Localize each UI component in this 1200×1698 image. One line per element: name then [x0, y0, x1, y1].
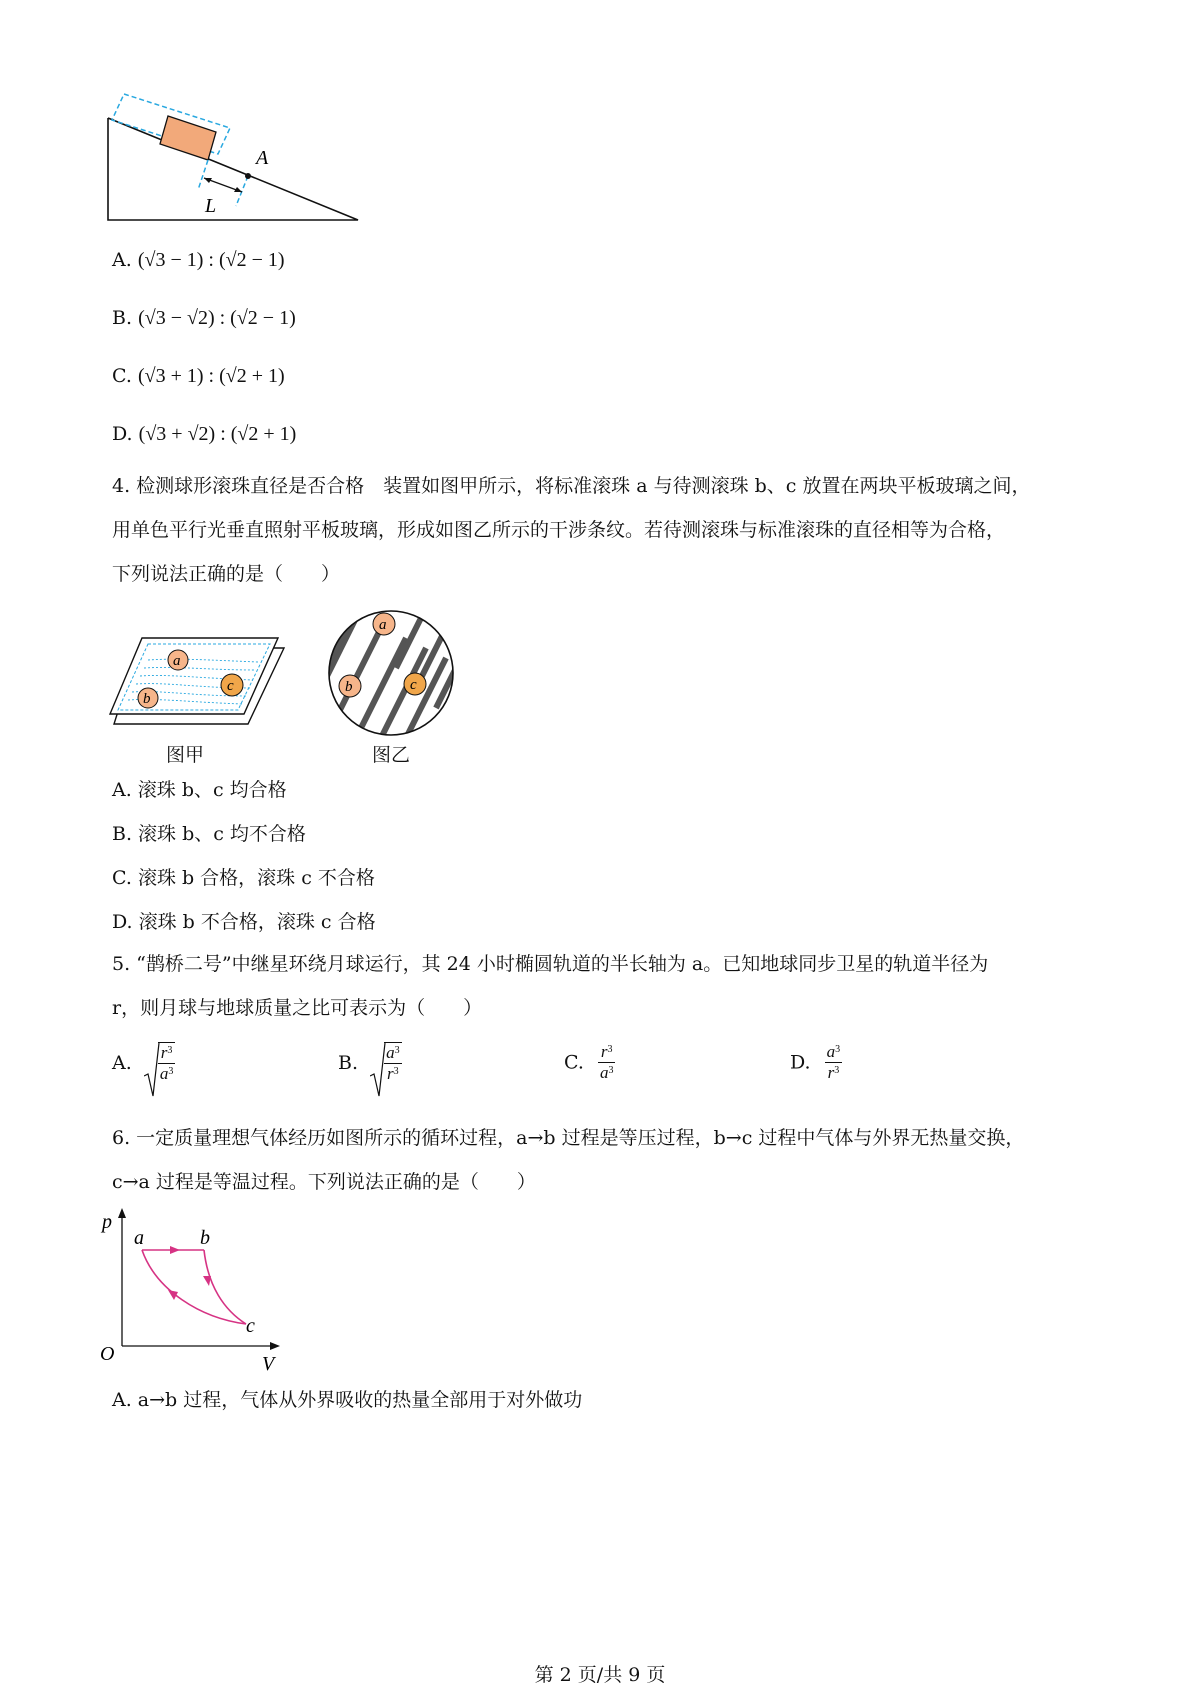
q4-line-2: 用单色平行光垂直照射平板玻璃，形成如图乙所示的干涉条纹。若待测滚珠与标准滚珠的直径相等为合格， [112, 519, 1006, 541]
option-letter: A. [112, 1052, 132, 1074]
q3-option-a[interactable] [112, 246, 285, 274]
sqrt-r3-a3: $\frac{r^3}{a^3}$ [144, 1042, 176, 1084]
option-letter: B. [338, 1052, 359, 1074]
caption-yi: 图乙 [372, 744, 411, 766]
origin-label: O [100, 1343, 115, 1365]
q5-option-b[interactable] [338, 1042, 402, 1102]
q6-line-2: c→a 过程是等温过程。下列说法正确的是（ ） [112, 1171, 536, 1193]
arrow-ca [168, 1290, 178, 1300]
path-ca [142, 1250, 246, 1324]
option-letter: C. [112, 365, 132, 387]
pv-diagram [100, 1206, 300, 1376]
q5-option-c[interactable] [564, 1042, 615, 1102]
label-A: A [256, 147, 269, 169]
path-bc [204, 1250, 246, 1324]
dashed-line-left [198, 160, 208, 190]
option-text: (√3 − √2) : (√2 − 1) [138, 307, 296, 329]
label-L: L [205, 195, 217, 217]
option-letter: A. [112, 249, 132, 271]
q4-option-b[interactable]: B. 滚珠 b、c 均不合格 [112, 823, 306, 845]
incline-triangle [108, 118, 358, 220]
ring-ball-c-label: c [410, 677, 417, 693]
q4-option-a[interactable]: A. 滚珠 b、c 均合格 [112, 779, 287, 801]
ball-c-label: c [227, 678, 234, 694]
q3-option-b[interactable] [112, 304, 296, 332]
sqrt-a3-r3: $\frac{a^3}{r^3}$ [370, 1042, 402, 1084]
incline-figure [100, 90, 400, 240]
option-letter: B. [112, 307, 133, 329]
block [160, 116, 216, 160]
point-b-label: b [200, 1227, 210, 1249]
q5-line-2: r，则月球与地球质量之比可表示为（ ） [112, 997, 483, 1019]
p-label: p [102, 1211, 112, 1233]
ring-ball-a-label: a [379, 617, 387, 633]
q4-line-3: 下列说法正确的是（ ） [112, 563, 341, 585]
frac-a3-r3: $\frac{a^3}{r^3}$ [826, 1042, 841, 1082]
q5-line-1: 5. “鹊桥二号”中继星环绕月球运行，其 24 小时椭圆轨道的半长轴为 a。已知地球同步卫星的轨道半径为 [112, 953, 989, 975]
figure-jia [108, 630, 308, 740]
point-a [245, 173, 251, 179]
ball-b-label: b [143, 691, 151, 707]
option-text: (√3 + √2) : (√2 + 1) [138, 423, 297, 445]
option-letter: D. [790, 1051, 811, 1074]
q4-line-1: 4. 检测球形滚珠直径是否合格 装置如图甲所示，将标准滚珠 a 与待测滚珠 b、c 放置在两块平板玻璃之间， [112, 475, 1031, 497]
q3-option-c[interactable] [112, 362, 285, 390]
option-text: (√3 − 1) : (√2 − 1) [137, 249, 285, 271]
frac-r3-a3: $\frac{r^3}{a^3}$ [599, 1042, 614, 1082]
arrow-bc [203, 1276, 211, 1286]
q3-option-d[interactable] [112, 420, 296, 448]
point-c-label: c [246, 1315, 255, 1337]
q6-line-1: 6. 一定质量理想气体经历如图所示的循环过程，a→b 过程是等压过程，b→c 过程中气体与外界无热量交换， [112, 1127, 1025, 1149]
arrow-ab [170, 1246, 180, 1254]
page-footer: 第 2 页/共 9 页 [534, 1664, 666, 1686]
p-axis-arrow [118, 1208, 126, 1218]
v-axis-arrow [270, 1342, 280, 1350]
point-a-label: a [134, 1227, 144, 1249]
q5-option-d[interactable] [790, 1042, 842, 1102]
q6-option-a[interactable]: A. a→b 过程，气体从外界吸收的热量全部用于对外做功 [112, 1389, 583, 1411]
option-letter: D. [112, 423, 133, 445]
q5-option-a[interactable] [112, 1042, 175, 1102]
q4-option-c[interactable]: C. 滚珠 b 合格，滚珠 c 不合格 [112, 867, 375, 889]
option-text: (√3 + 1) : (√2 + 1) [137, 365, 285, 387]
ball-a-label: a [173, 653, 181, 669]
option-letter: C. [564, 1051, 584, 1074]
figure-yi [326, 608, 456, 738]
ring-ball-b-label: b [345, 679, 353, 695]
q4-option-d[interactable]: D. 滚珠 b 不合格，滚珠 c 合格 [112, 911, 376, 933]
v-label: V [262, 1353, 275, 1375]
caption-jia: 图甲 [166, 744, 205, 766]
